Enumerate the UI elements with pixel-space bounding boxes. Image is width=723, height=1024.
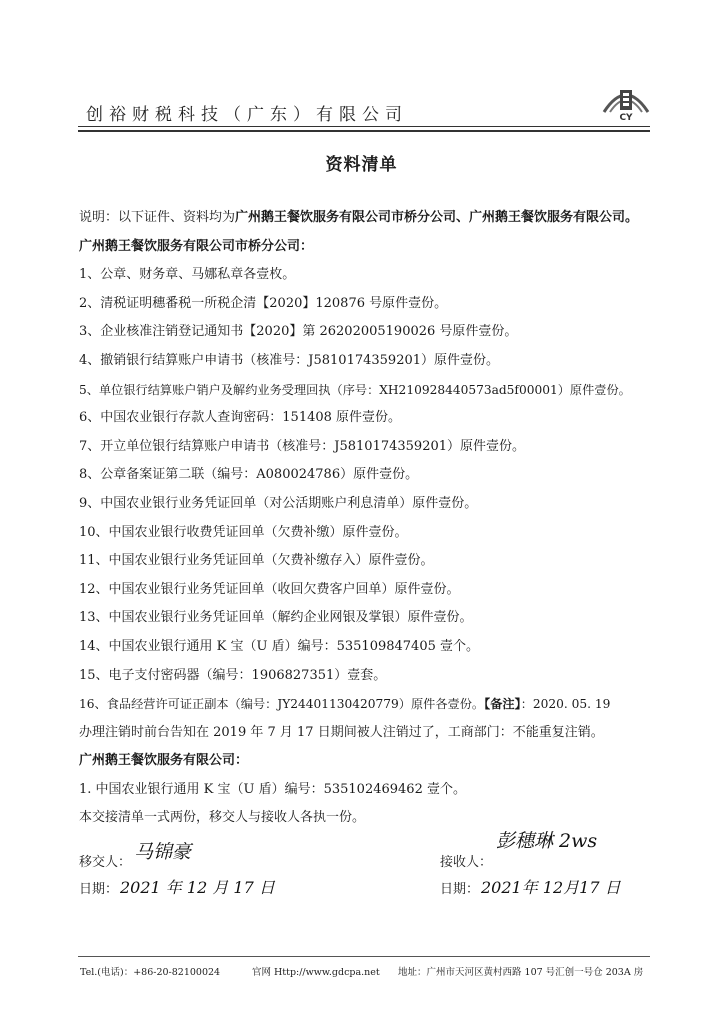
receiver-signature: 彭穗琳 2ws: [496, 830, 598, 852]
logo-text: CY: [619, 113, 633, 122]
item16-note-date: ：2020. 05. 19: [520, 697, 611, 712]
document-body: [79, 204, 679, 833]
list-item: 6、中国农业银行存款人查询密码：151408 原件壹份。: [79, 410, 402, 426]
list-item: 14、中国农业银行通用 K 宝（U 盾）编号：535109847405 壹个。: [79, 638, 479, 654]
header-divider: [78, 126, 650, 127]
closing-note: 本交接清单一式两份，移交人与接收人各执一份。: [79, 810, 366, 826]
list-item: 11、中国农业银行业务凭证回单（欠费补缴存入）原件壹份。: [79, 553, 434, 569]
footer-tel: Tel.(电话)：+86-20-82100024: [80, 967, 221, 978]
list-item: 1、公章、财务章、马娜私章各壹枚。: [79, 267, 296, 283]
list-item: 3、企业核准注销登记通知书【2020】第 26202005190026 号原件壹份。: [79, 324, 518, 340]
receiver-label: 接收人：: [440, 855, 493, 870]
intro-companies: 广州鹅王餐饮服务有限公司市桥分公司、广州鹅王餐饮服务有限公司。: [235, 210, 639, 225]
item16-note-label: 【备注】: [484, 697, 521, 712]
footer-web: 官网 Http://www.gdcpa.net: [252, 967, 380, 978]
receiver-date-label: 日期：: [440, 882, 480, 897]
list-item: 5、单位银行结算账户销户及解约业务受理回执（序号：XH210928440573ad5f00001）原件壹份。: [79, 382, 631, 397]
list-item: 9、中国农业银行业务凭证回单（对公活期账户利息清单）原件壹份。: [79, 495, 478, 511]
list-item: 15、电子支付密码器（编号：1906827351）壹套。: [79, 667, 387, 683]
item16-main: 16、食品经营许可证正副本（编号：JY24401130420779）原件各壹份。: [79, 697, 485, 712]
list-item-16: [79, 690, 679, 719]
document-title: 资料清单: [325, 155, 398, 175]
intro-prefix: 说明：以下证件、资料均为: [79, 210, 236, 225]
list-item: 1. 中国农业银行通用 K 宝（U 盾）编号：535102469462 壹个。: [79, 781, 466, 797]
list-item: 8、公章备案证第二联（编号：A080024786）原件壹份。: [79, 467, 419, 483]
handover-date: 2021 年 12 月 17 日: [120, 878, 275, 897]
list-item: 13、中国农业银行业务凭证回单（解约企业网银及掌银）原件壹份。: [79, 610, 473, 626]
company-letterhead: 创裕财税科技（广东）有限公司: [86, 105, 408, 125]
section1-heading: 广州鹅王餐饮服务有限公司市桥分公司：: [79, 238, 314, 254]
footer-divider: [78, 956, 650, 957]
list-item: 2、清税证明穗番税一所税企清【2020】120876 号原件壹份。: [79, 295, 448, 311]
footer-address: 地址：广州市天河区黄村西路 107 号汇创一号仓 203A 房: [398, 967, 644, 978]
company-logo-icon: [600, 82, 652, 122]
intro-line: [79, 204, 679, 233]
list-item: 7、开立单位银行结算账户申请书（核准号：J5810174359201）原件壹份。: [79, 438, 526, 454]
handover-signature: 马锦豪: [134, 841, 192, 863]
section2-heading: 广州鹅王餐饮服务有限公司：: [79, 753, 249, 769]
receiver-date: 2021年 12月17 日: [481, 878, 621, 897]
list-item: 10、中国农业银行收费凭证回单（欠费补缴）原件壹份。: [79, 524, 408, 540]
list-item: 4、撤销银行结算账户申请书（核准号：J5810174359201）原件壹份。: [79, 352, 500, 368]
list-item-16-continued: 办理注销时前台告知在 2019 年 7 月 17 日期间被人注销过了，工商部门：不能重复注销。: [79, 724, 604, 740]
handover-label: 移交人：: [79, 855, 132, 870]
header-divider-thick: [78, 130, 650, 132]
list-item: 12、中国农业银行业务凭证回单（收回欠费客户回单）原件壹份。: [79, 581, 460, 597]
handover-date-label: 日期：: [79, 882, 119, 897]
